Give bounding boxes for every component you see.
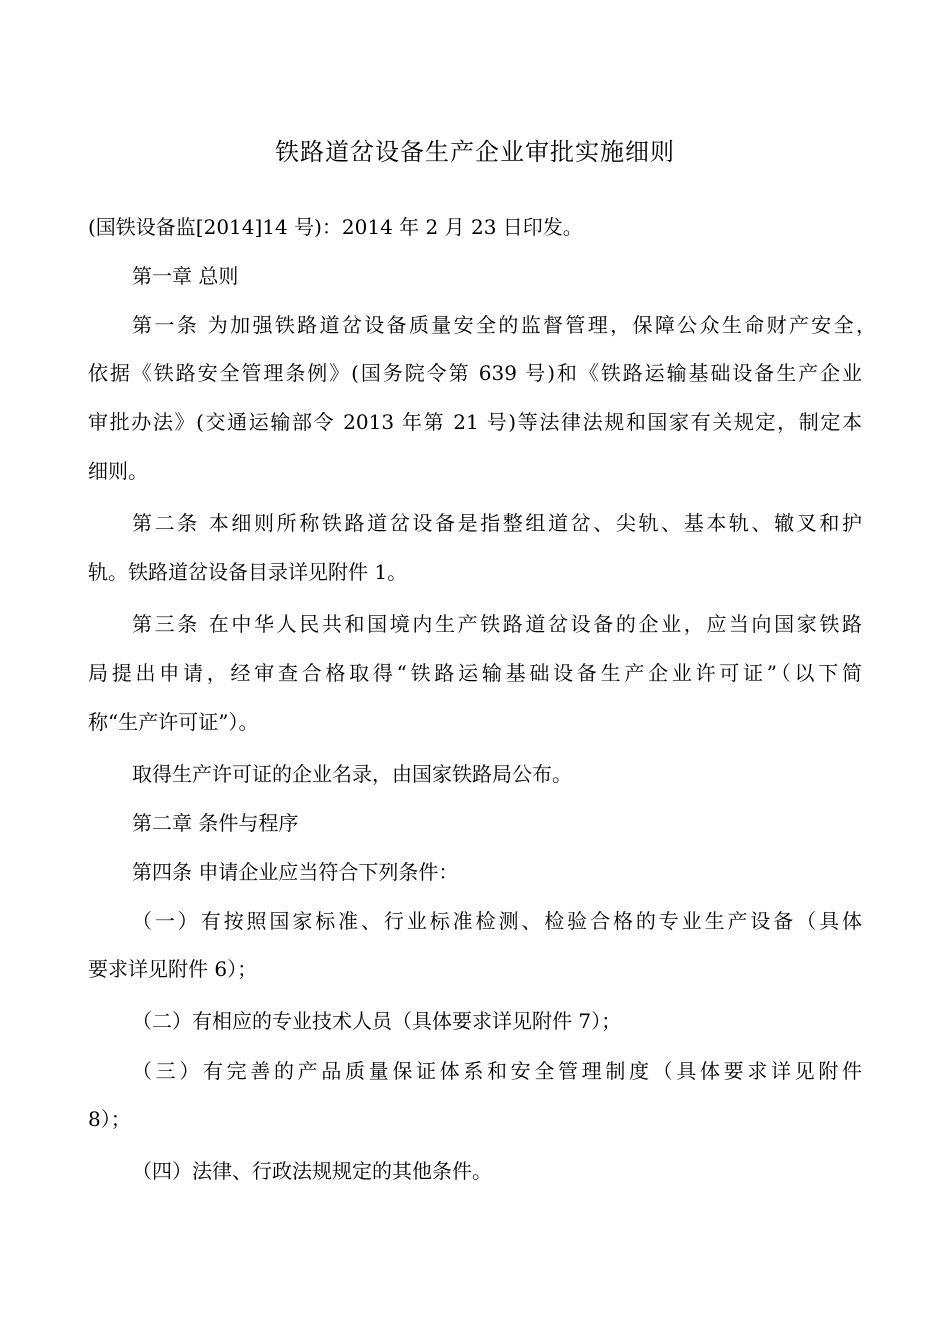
- article-2-line-1: 第二条 本细则所称铁路道岔设备是指整组道岔、尖轨、基本轨、辙叉和护: [132, 511, 862, 535]
- condition-3-line-2: 8）；: [88, 1107, 131, 1131]
- article-4-line-1: 第四条 申请企业应当符合下列条件：: [132, 860, 459, 884]
- issue-info: (国铁设备监[2014]14 号)：2014 年 2 月 23 日印发。: [88, 215, 583, 239]
- article-1-line-4: 细则。: [88, 459, 148, 483]
- condition-3-line-1: （三）有完善的产品质量保证体系和安全管理制度（具体要求详见附件: [132, 1059, 862, 1083]
- article-1-line-1: 第一条 为加强铁路道岔设备质量安全的监督管理，保障公众生命财产安全，: [132, 313, 876, 337]
- article-1-line-2: 依据《铁路安全管理条例》(国务院令第 639 号)和《铁路运输基础设备生产企业: [88, 361, 862, 385]
- chapter-1-heading: 第一章 总则: [132, 264, 239, 288]
- chapter-2-heading: 第二章 条件与程序: [132, 811, 299, 835]
- condition-1-line-1: （一）有按照国家标准、行业标准检测、检验合格的专业生产设备（具体: [132, 909, 862, 933]
- article-3-line-1: 第三条 在中华人民共和国境内生产铁路道岔设备的企业，应当向国家铁路: [132, 612, 862, 636]
- article-1-line-3: 审批办法》(交通运输部令 2013 年第 21 号)等法律法规和国家有关规定，制定本: [88, 410, 862, 434]
- article-3-line-3: 称“生产许可证”）。: [88, 710, 259, 734]
- article-3-line-2: 局提出申请，经审查合格取得“铁路运输基础设备生产企业许可证”（以下简: [88, 661, 862, 685]
- condition-4: （四）法律、行政法规规定的其他条件。: [132, 1159, 492, 1183]
- article-3-paragraph-2: 取得生产许可证的企业名录，由国家铁路局公布。: [132, 762, 572, 786]
- condition-1-line-2: 要求详见附件 6）；: [88, 957, 258, 981]
- article-2-line-2: 轨。铁路道岔设备目录详见附件 1。: [88, 560, 408, 584]
- document-title: 铁路道岔设备生产企业审批实施细则: [275, 138, 675, 166]
- condition-2: （二）有相应的专业技术人员（具体要求详见附件 7）；: [132, 1009, 622, 1033]
